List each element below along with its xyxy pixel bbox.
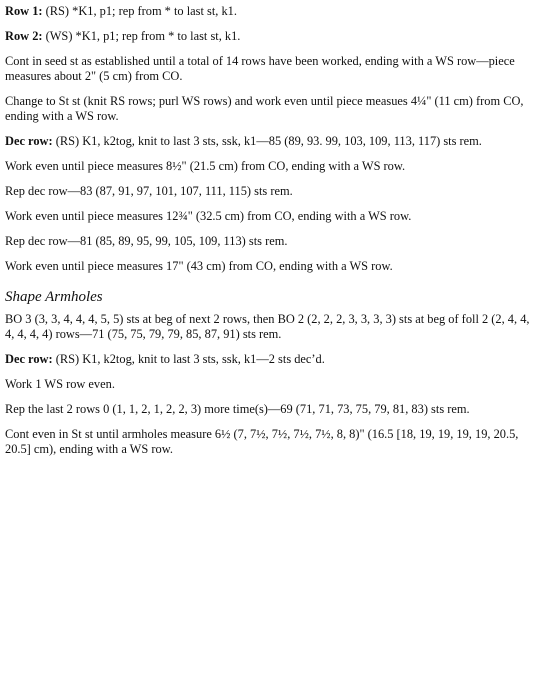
instruction-work-even-1: [5, 159, 535, 174]
paragraph-text: Work 1 WS row even.: [5, 377, 115, 391]
row-text: (RS) K1, k2tog, knit to last 3 sts, ssk, k1—2 sts dec’d.: [52, 352, 325, 366]
paragraph-text: Rep dec row—81 (85, 89, 95, 99, 105, 109, 113) sts rem.: [5, 234, 288, 248]
instruction-row-2: [5, 29, 535, 44]
row-label: Dec row:: [5, 134, 53, 148]
section-heading-shape-armholes: Shape Armholes: [5, 289, 103, 305]
instruction-stockinette: [5, 94, 535, 124]
row-label: Row 1:: [5, 4, 43, 18]
instruction-bind-off: [5, 312, 535, 342]
instruction-dec-row: [5, 134, 535, 149]
paragraph-text: Cont in seed st as established until a total of 14 rows have been worked, ending with a WS row—piece measures about 2" (5 cm) from CO.: [5, 54, 515, 83]
paragraph-text: Work even until piece measures 17" (43 cm) from CO, ending with a WS row.: [5, 259, 393, 273]
row-text: (RS) *K1, p1; rep from * to last st, k1.: [42, 4, 237, 18]
instruction-seed-stitch: [5, 54, 535, 84]
instruction-rep-dec-2: [5, 234, 535, 249]
row-label: Dec row:: [5, 352, 53, 366]
row-text: (RS) K1, k2tog, knit to last 3 sts, ssk, k1—85 (89, 93. 99, 103, 109, 113, 117) sts rem.: [52, 134, 482, 148]
instruction-work-even-2: [5, 209, 535, 224]
paragraph-text: Cont even in St st until armholes measure 6½ (7, 7½, 7½, 7½, 7½, 8, 8)" (16.5 [18, 19, 19, 19, 19, 20.5, 20.5] cm), ending with a WS row.: [5, 427, 519, 456]
paragraph-text: Rep the last 2 rows 0 (1, 1, 2, 1, 2, 2, 3) more time(s)—69 (71, 71, 73, 75, 79, 81, 83) sts rem.: [5, 402, 470, 416]
instruction-rep-last-rows: [5, 402, 535, 417]
document-page: [5, 4, 535, 467]
instruction-armhole-dec-row: [5, 352, 535, 367]
instruction-work-even-3: [5, 259, 535, 274]
paragraph-text: Work even until piece measures 8½" (21.5 cm) from CO, ending with a WS row.: [5, 159, 406, 173]
instruction-row-1: [5, 4, 535, 19]
instruction-cont-even: [5, 427, 535, 457]
paragraph-text: Work even until piece measures 12¾" (32.5 cm) from CO, ending with a WS row.: [5, 209, 412, 223]
paragraph-text: Rep dec row—83 (87, 91, 97, 101, 107, 111, 115) sts rem.: [5, 184, 293, 198]
paragraph-text: BO 3 (3, 3, 4, 4, 4, 5, 5) sts at beg of next 2 rows, then BO 2 (2, 2, 2, 3, 3, 3, 3) sts at beg of foll 2 (2, 4, 4, 4, 4, 4, 4) rows—71 (75, 75, 79, 79, 85, 87, 91) sts rem.: [5, 312, 530, 341]
instruction-work-ws-row: [5, 377, 535, 392]
instruction-rep-dec-1: [5, 184, 535, 199]
paragraph-text: Change to St st (knit RS rows; purl WS rows) and work even until piece measues 4¼" (11 cm) from CO, ending with a WS row.: [5, 94, 524, 123]
row-label: Row 2:: [5, 29, 43, 43]
row-text: (WS) *K1, p1; rep from * to last st, k1.: [42, 29, 241, 43]
